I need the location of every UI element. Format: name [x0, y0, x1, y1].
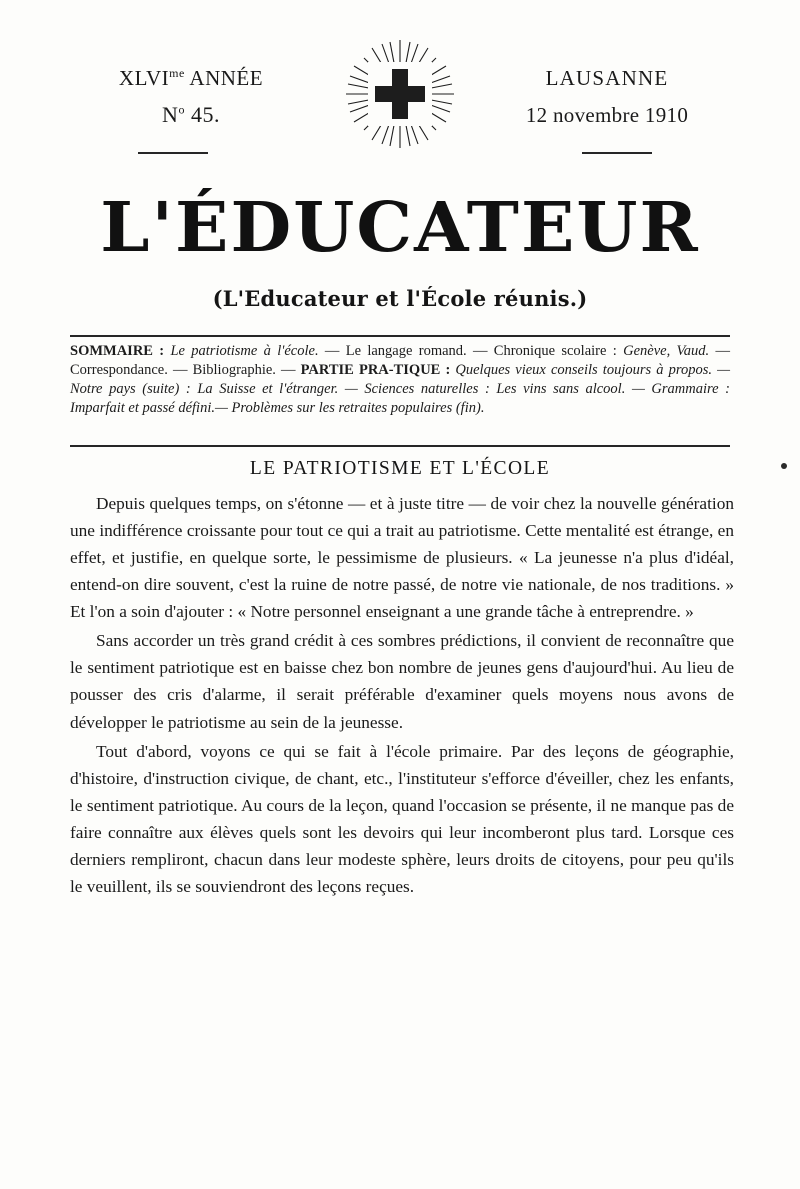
publication-date: 12 novembre 1910	[525, 103, 689, 127]
swiss-cross-sunburst-icon	[344, 38, 456, 150]
masthead-rule-left	[138, 152, 208, 154]
article-paragraph: Tout d'abord, voyons ce qui se fait à l'école primaire. Par des leçons de géographie, d'histoire, d'instruction civique, de chant, etc., l'instituteur s'efforce d'éveiller, chez les enfants, le sentiment patriotique. Au cours de la leçon, quand l'occasion se présente, il ne manque pas de faire connaître aux élèves quels sont les devoirs qui leur incomberont plus tard. Lorsque ces derniers rempliront, chacun dans leur modeste sphère, leurs droits de citoyens, pour peu qu'ils le veuillent, ils se souviendront des leçons reçues.	[70, 741, 734, 896]
masthead-rule-right	[582, 152, 652, 154]
issue-number-ordinal: o	[178, 102, 185, 117]
masthead-right	[492, 66, 722, 128]
sommaire-label: SOMMAIRE :	[70, 343, 165, 359]
sommaire-part-2: — Le langage romand. — Chronique scolaire :	[324, 343, 624, 359]
issue-year-ordinal: me	[169, 66, 185, 80]
sommaire-part-9: — Grammaire : Imparfait et passé défini.	[70, 380, 730, 416]
sommaire-part-6: Quelques vieux conseils toujours à propos.	[455, 361, 718, 378]
masthead-left	[86, 66, 296, 128]
issue-number: $N^o$ 45.	[162, 102, 220, 127]
article-body	[70, 490, 734, 900]
sommaire-part-8: — Sciences naturelles : Les vins sans alcool.	[344, 380, 632, 397]
sommaire-part-1: Le patriotisme à l'école.	[164, 343, 325, 359]
sommaire	[70, 342, 730, 417]
sommaire-rule-bottom	[70, 445, 730, 447]
sommaire-part-10: — Problèmes sur les retraites populaires (fin).	[215, 399, 485, 416]
issue-year: $XLVI^{me}$ ANNÉE	[118, 66, 264, 90]
sommaire-part-4: — Correspondance. — Bibliographie. —	[70, 343, 730, 378]
sommaire-part-3: Genève, Vaud.	[623, 343, 716, 359]
ink-mark	[781, 463, 787, 469]
sommaire-part-5: PARTIE PRA-TIQUE :	[300, 361, 456, 378]
article-heading: LE PATRIOTISME ET L'ÉCOLE	[249, 458, 551, 479]
sommaire-part-7: — Notre pays (suite) : La Suisse et l'étranger.	[70, 361, 730, 397]
article-paragraph: Sans accorder un très grand crédit à ces sombres prédictions, il convient de reconnaître que le sentiment patriotique est en baisse chez bon nombre de jeunes gens d'aujourd'hui. Au lieu de pousser des cris d'alarme, il serait préférable d'examiner quels moyens nous avons de développer le patriotisme au sein de la jeunesse.	[70, 631, 734, 732]
article-paragraph: Depuis quelques temps, on s'étonne — et à juste titre — de voir chez la nouvelle génération une indifférence croissante pour tout ce qui a trait au patriotisme. Cette mentalité est étrange, en effet, et justifie, en quelque sorte, le pessimisme de plusieurs. « La jeunesse n'a plus d'idéal, entend-on dire souvent, c'est la ruine de notre passé, de notre vie nationale, de nos traditions. » Et l'on a soin d'ajouter : « Notre personnel enseignant a une grande tâche à entreprendre. »	[70, 494, 734, 622]
publication-subtitle: (L'Educateur et l'École réunis.)	[212, 286, 588, 311]
publication-city: LAUSANNE	[545, 66, 669, 90]
sommaire-rule-top	[70, 335, 730, 337]
publication-title: L'ÉDUCATEUR	[100, 188, 700, 268]
